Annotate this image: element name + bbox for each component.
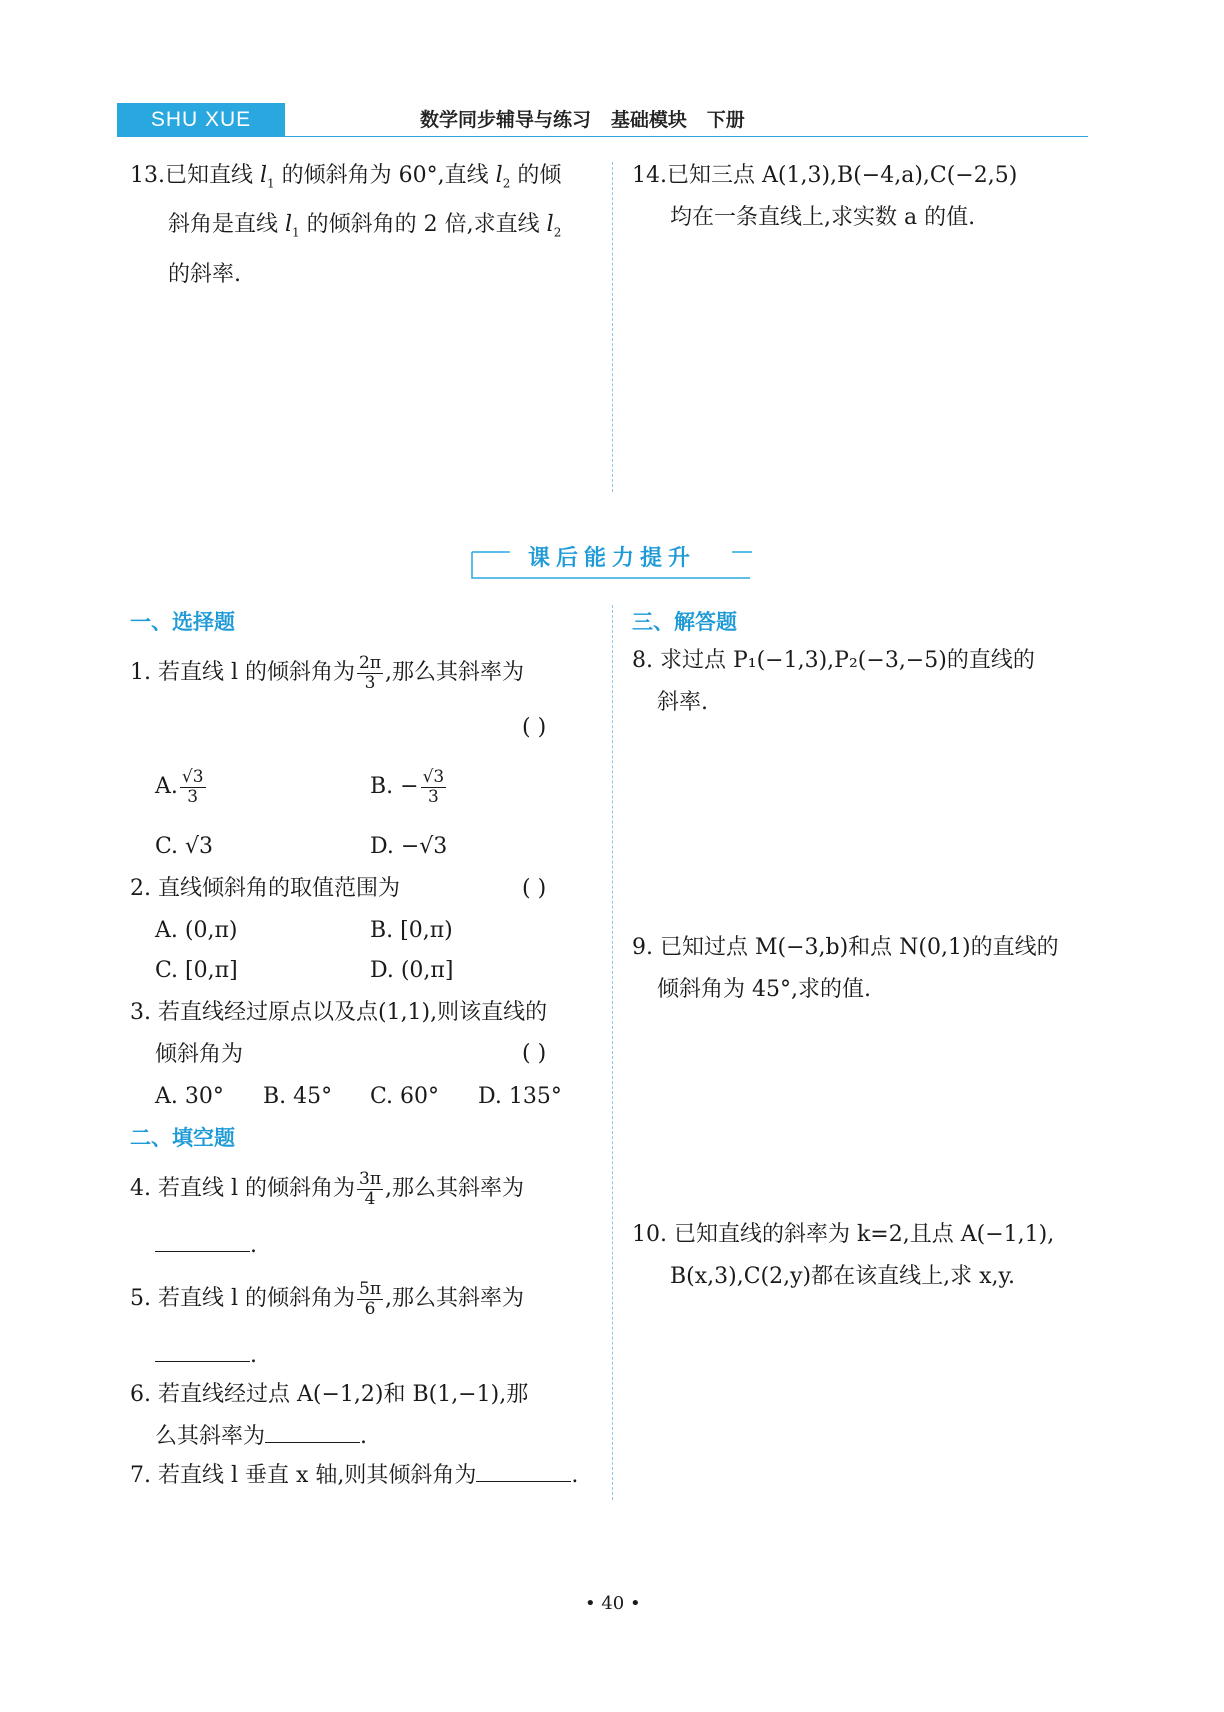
answer-paren-1: ( ) — [522, 715, 547, 740]
question-8: 8. 求过点 P₁(−1,3),P₂(−3,−5)的直线的 斜率. — [632, 648, 1035, 715]
question-14: 14.已知三点 A(1,3),B(−4,a),C(−2,5) 均在一条直线上,求实数 a 的值. — [632, 163, 1018, 230]
column-divider-top — [612, 162, 613, 492]
section-heading-choice: 一、选择题 — [130, 610, 235, 634]
question-2: 2. 直线倾斜角的取值范围为 — [130, 876, 400, 901]
answer-blank-4[interactable]: . — [155, 1225, 257, 1267]
option-2d: D. (0,π] — [370, 958, 454, 983]
book-title: 数学同步辅导与练习 基础模块 下册 — [420, 109, 745, 131]
answer-blank-5[interactable]: . — [155, 1335, 257, 1377]
option-1a: A. $\frac{√3}{3}$ — [155, 766, 204, 807]
answer-blank-7[interactable] — [476, 1459, 571, 1482]
question-9: 9. 已知过点 M(−3,b)和点 N(0,1)的直线的 倾斜角为 45°,求的值. — [632, 935, 1059, 1002]
fraction: $\frac{2\pi}{3}$ — [359, 652, 382, 693]
option-1d: D. −√3 — [370, 834, 448, 859]
question-10: 10. 已知直线的斜率为 k=2,且点 A(−1,1), B(x,3),C(2,y)都在该直线上,求 x,y. — [632, 1222, 1055, 1289]
option-2a: A. (0,π) — [155, 918, 238, 943]
header-rule — [285, 136, 1088, 137]
option-2c: C. [0,π] — [155, 958, 238, 983]
question-6: 6. 若直线经过点 A(−1,2)和 B(1,−1),那 么其斜率为 . — [130, 1382, 529, 1449]
option-1b: B. − $\frac{√3}{3}$ — [370, 766, 445, 807]
question-7: 7. 若直线 l 垂直 x 轴,则其倾斜角为 . — [130, 1455, 578, 1497]
section-heading-answer: 三、解答题 — [632, 610, 737, 634]
column-divider-bottom — [612, 605, 613, 1500]
option-3c: C. 60° — [370, 1084, 440, 1109]
section-heading-fill: 二、填空题 — [130, 1126, 235, 1150]
question-3: 3. 若直线经过原点以及点(1,1),则该直线的 倾斜角为 — [130, 1000, 548, 1067]
option-3b: B. 45° — [263, 1084, 333, 1109]
page-number: • 40 • — [585, 1593, 641, 1614]
question-4: 4. 若直线 l 的倾斜角为 $\frac{3\pi}{4}$ ,那么其斜率为 — [130, 1168, 525, 1209]
option-3d: D. 135° — [478, 1084, 562, 1109]
question-5: 5. 若直线 l 的倾斜角为 $\frac{5\pi}{6}$ ,那么其斜率为 — [130, 1278, 525, 1319]
answer-paren-2: ( ) — [522, 876, 547, 901]
option-2b: B. [0,π) — [370, 918, 453, 943]
option-3a: A. 30° — [155, 1084, 224, 1109]
answer-paren-3: ( ) — [522, 1041, 547, 1066]
subject-tag: SHU XUE — [117, 103, 285, 137]
answer-blank-6[interactable] — [265, 1420, 360, 1443]
question-13: 13.已知直线 $l_1$ 的倾斜角为 60°,直线 $l_2$ 的倾 斜角是直线 $l_1$ 的倾斜角的 2 倍,求直线 $l_2$ 的斜率. — [130, 163, 562, 287]
question-1: 1. 若直线 l 的倾斜角为 $\frac{2\pi}{3}$ ,那么其斜率为 — [130, 652, 525, 693]
section-banner: 课后能力提升 — [528, 546, 697, 571]
option-1c: C. √3 — [155, 834, 214, 859]
